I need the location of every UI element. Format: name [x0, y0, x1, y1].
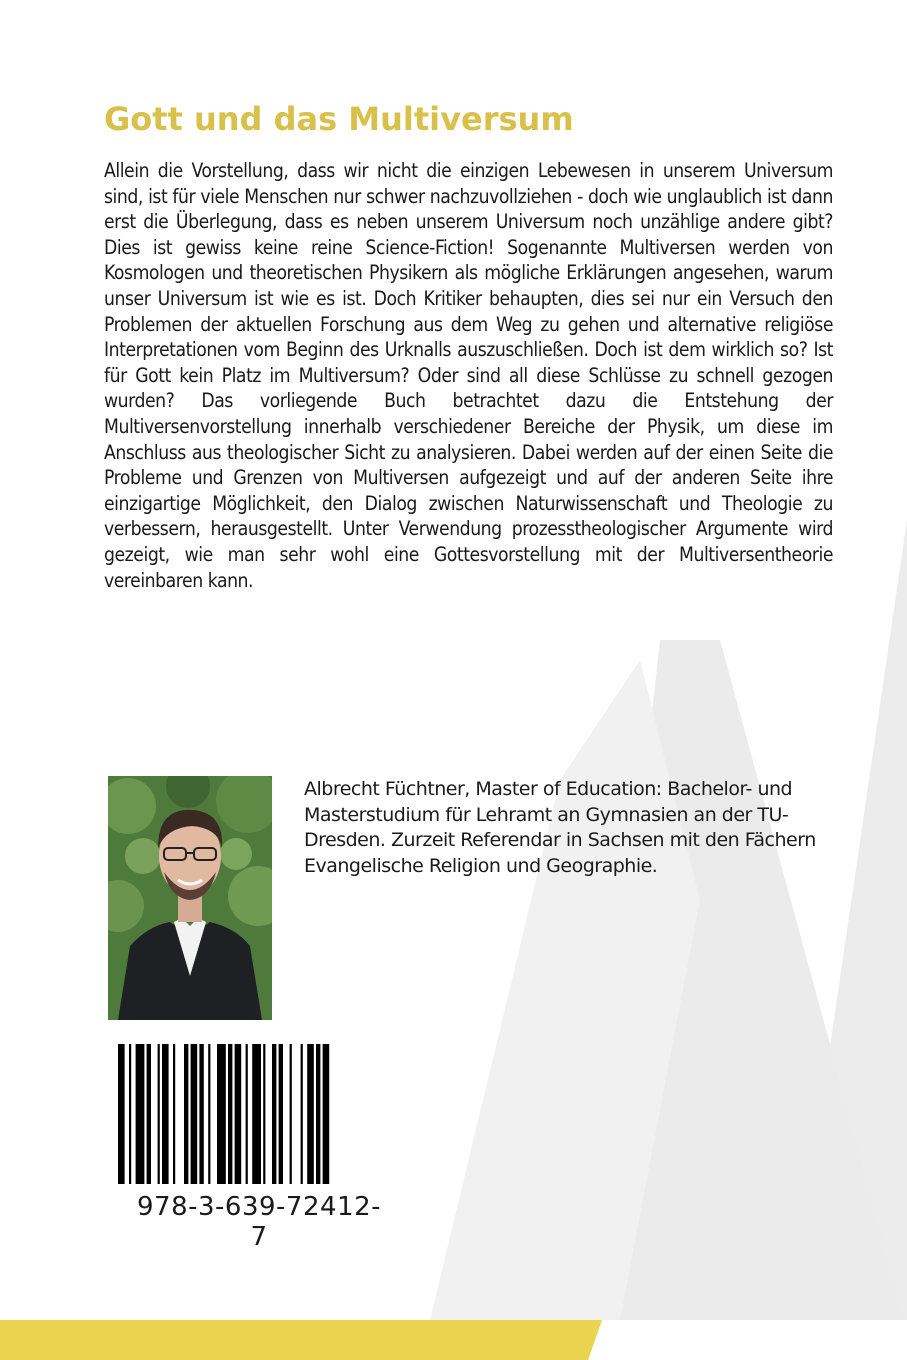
author-bio: Albrecht Füchtner, Master of Education: Bachelor- und Masterstudium für Lehramt an Gymnasien an der TU-Dresden. Zurzeit Referendar in Sachsen mit den Fächern Evangelische Religion und Geographie. — [304, 778, 816, 877]
barcode-bar — [246, 1044, 248, 1184]
barcode-bar — [173, 1044, 175, 1184]
barcode-bar — [158, 1044, 160, 1184]
book-blurb: Allein die Vorstellung, dass wir nicht die einzigen Lebewesen in unserem Universum sind, ist für viele Menschen nur schwer nachzuvollziehen - doch wie unglaublich ist dann erst die Überlegung, dass es neben unserem Universum noch unzählige andere gibt? Dies ist gewiss keine reine Science-Fiction! Sogenannte Multiversen werden von Kosmologen und theoretischen Physikern als mögliche Erklärungen angesehen, warum unser Universum ist wie es ist. Doch Kritiker behaupten, dies sei nur ein Versuch den Problemen der aktuellen Forschung aus dem Weg zu gehen und alternative religiöse Interpretationen vom Beginn des Urknalls auszuschließen. Doch ist dem wirklich so? Ist für Gott kein Platz im Multiversum? Oder sind all diese Schlüsse zu schnell gezogen wurden? Das vorliegende Buch betrachtet dazu die Entstehung der Multiversenvorstellung innerhalb verschiedener Bereiche der Physik, um diese im Anschluss aus theologischer Sicht zu analysieren. Dabei werden auf der einen Seite die Probleme und Grenzen von Multiversen aufgezeigt und auf der anderen Seite ihre einzigartige Möglichkeit, den Dialog zwischen Naturwissenschaft und Theologie zu verbessern, herausgestellt. Unter Verwendung prozesstheologischer Argumente wird gezeigt, wie man sehr wohl eine Gottesvorstellung mit der Multiversentheorie vereinbaren kann. — [104, 159, 833, 592]
barcode-bar — [118, 1044, 125, 1184]
barcode-bar — [301, 1044, 303, 1184]
barcode-bar — [228, 1044, 232, 1184]
book-title: Gott und das Multiversum — [104, 100, 574, 138]
barcode-bar — [217, 1044, 226, 1184]
isbn-number: 978-3-639-72412-7 — [136, 1192, 382, 1252]
barcode — [104, 1036, 384, 1252]
barcode-bar — [252, 1044, 261, 1184]
barcode-bar — [147, 1044, 151, 1184]
barcode-bar — [184, 1044, 188, 1184]
bottom-color-band — [0, 1320, 907, 1360]
barcode-bar — [129, 1044, 131, 1184]
barcode-bar — [290, 1044, 292, 1184]
barcode-bar — [136, 1044, 145, 1184]
barcode-bar — [279, 1044, 283, 1184]
barcode-bar — [263, 1044, 265, 1184]
barcode-bar — [272, 1044, 276, 1184]
barcode-bar — [191, 1044, 198, 1184]
barcode-bar — [208, 1044, 210, 1184]
author-photo — [108, 776, 272, 1020]
barcode-bar — [162, 1044, 169, 1184]
barcode-bar — [307, 1044, 314, 1184]
barcode-bar — [316, 1044, 320, 1184]
barcode-bar — [199, 1044, 203, 1184]
barcode-bar — [235, 1044, 242, 1184]
barcode-bars — [118, 1044, 384, 1184]
barcode-bar — [323, 1044, 330, 1184]
